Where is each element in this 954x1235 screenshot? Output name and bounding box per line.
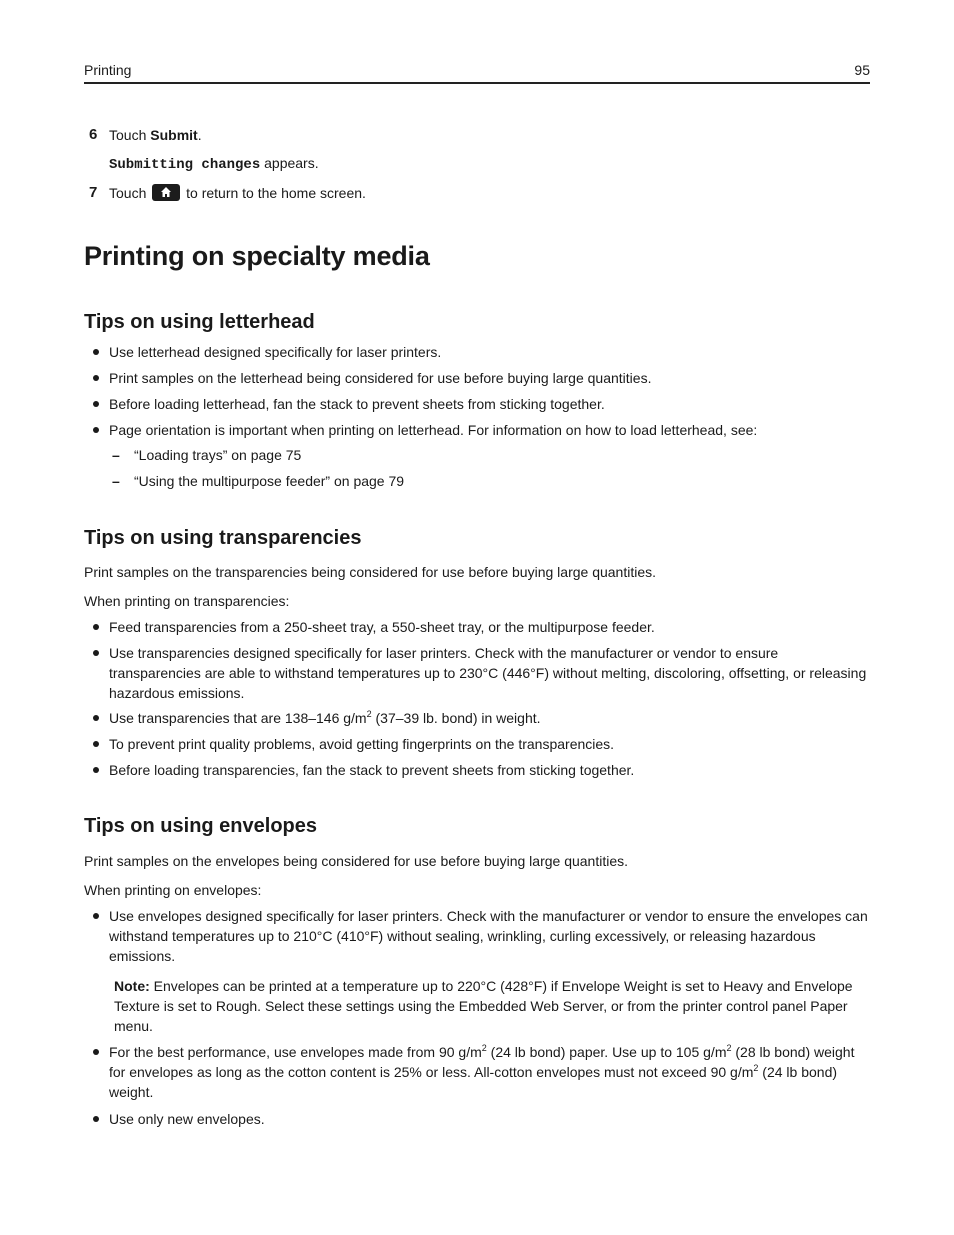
envelopes-lead: When printing on envelopes: — [84, 882, 262, 898]
text-run: (37–39 lb. bond) in weight. — [371, 710, 541, 726]
submit-label: Submit — [150, 127, 198, 143]
note-label: Note: — [114, 978, 150, 994]
list-item — [84, 420, 870, 440]
page-header — [84, 60, 870, 84]
superscript: 2 — [726, 1043, 732, 1053]
list-item — [84, 368, 870, 388]
step-text-post: to return to the home screen. — [182, 185, 366, 201]
envelopes-intro: Print samples on the envelopes being considered for use before buying large quantities. — [84, 853, 629, 869]
list-item-text: Use only new envelopes. — [109, 1111, 265, 1127]
list-item — [84, 906, 870, 966]
text-run: (24 lb bond) weight. — [109, 1064, 838, 1100]
step-text-pre: Touch — [109, 185, 151, 201]
list-item-text: Before loading letterhead, fan the stack to prevent sheets from sticking together. — [109, 396, 605, 412]
step-text — [109, 125, 202, 145]
bullet-dot — [93, 1049, 99, 1055]
step-text-pre: Touch — [109, 127, 151, 143]
letterhead-heading: Tips on using letterhead — [84, 311, 315, 333]
bullet-dot — [93, 624, 99, 630]
list-item — [84, 643, 870, 703]
step-result-post: appears. — [260, 155, 319, 171]
note-block — [114, 976, 870, 1036]
note-text: Envelopes can be printed at a temperature up to 220°C (428°F) if Envelope Weight is set to Heavy and Envelope Texture is set to Rough. Select these settings using the Embedded Web Server, or from the printer control panel Paper menu. — [114, 978, 853, 1034]
bullet-dot — [93, 401, 99, 407]
bullet-dot — [93, 349, 99, 355]
bullet-dot — [93, 427, 99, 433]
bullet-dot — [93, 715, 99, 721]
bullet-dot — [93, 913, 99, 919]
bullet-dot — [93, 767, 99, 773]
list-item-text: Use envelopes designed specifically for laser printers. Check with the manufacturer or vendor to ensure the envelopes can withstand temperatures up to 210°C (410°F) without sealing, wrinkling, curling excessively, or releasing hazardous emissions. — [109, 908, 868, 964]
step-text — [109, 183, 366, 203]
bullet-dot — [93, 375, 99, 381]
list-item — [84, 734, 870, 754]
list-item-text: Before loading transparencies, fan the stack to prevent sheets from sticking together. — [109, 762, 635, 778]
list-item-text — [109, 1042, 870, 1102]
text-run: Use transparencies that are 138–146 g/m — [109, 710, 367, 726]
link-text[interactable]: “Using the multipurpose feeder” on page 79 — [134, 473, 405, 489]
step-number: 7 — [89, 184, 98, 201]
transparencies-intro: Print samples on the transparencies being considered for use before buying large quantities. — [84, 564, 657, 580]
list-item-text — [109, 708, 870, 728]
list-item-text: Page orientation is important when printing on letterhead. For information on how to load letterhead, see: — [109, 422, 758, 438]
list-item-text: Feed transparencies from a 250-sheet tray, a 550-sheet tray, or the multipurpose feeder. — [109, 619, 655, 635]
dash-marker: – — [112, 473, 120, 489]
envelopes-heading: Tips on using envelopes — [84, 815, 318, 837]
list-item — [84, 342, 870, 362]
list-item-text: Print samples on the letterhead being considered for use before buying large quantities. — [109, 370, 652, 386]
page-title: Printing on specialty media — [84, 241, 430, 271]
list-item-text: Use transparencies designed specifically for laser printers. Check with the manufacturer or vendor to ensure transparencies are able to withstand temperatures up to 230°C (446°F) without melting, discoloring, offsetting, or releasing hazardous emissions. — [109, 645, 867, 701]
bullet-dot — [93, 741, 99, 747]
header-section: Printing — [84, 62, 132, 78]
transparencies-heading: Tips on using transparencies — [84, 527, 362, 549]
list-item — [84, 760, 870, 780]
list-item — [84, 394, 870, 414]
list-item-text: To prevent print quality problems, avoid getting fingerprints on the transparencies. — [109, 736, 615, 752]
superscript: 2 — [753, 1063, 759, 1073]
text-run: For the best performance, use envelopes made from 90 g/m — [109, 1044, 482, 1060]
home-icon — [152, 184, 180, 201]
step-text-post: . — [197, 127, 202, 143]
list-item — [84, 1109, 870, 1129]
bullet-dot — [93, 650, 99, 656]
bullet-dot — [93, 1116, 99, 1122]
list-item — [84, 1042, 870, 1102]
superscript: 2 — [366, 709, 372, 719]
step-number: 6 — [89, 126, 98, 143]
transparencies-lead: When printing on transparencies: — [84, 593, 290, 609]
list-item — [84, 708, 870, 728]
superscript: 2 — [481, 1043, 487, 1053]
list-item-text: Use letterhead designed specifically for laser printers. — [109, 344, 442, 360]
submitting-changes-message: Submitting changes — [109, 157, 261, 173]
list-item — [84, 617, 870, 637]
text-run: (24 lb bond) paper. Use up to 105 g/m — [486, 1044, 727, 1060]
dash-marker: – — [112, 447, 120, 463]
step-result-text — [109, 153, 319, 175]
text-run: (28 lb bond) weight for envelopes as long as the cotton content is 25% or less. All-cotton envelopes must not exceed 90 g/m — [109, 1044, 855, 1080]
header-page-number: 95 — [854, 62, 870, 78]
link-text[interactable]: “Loading trays” on page 75 — [134, 447, 302, 463]
